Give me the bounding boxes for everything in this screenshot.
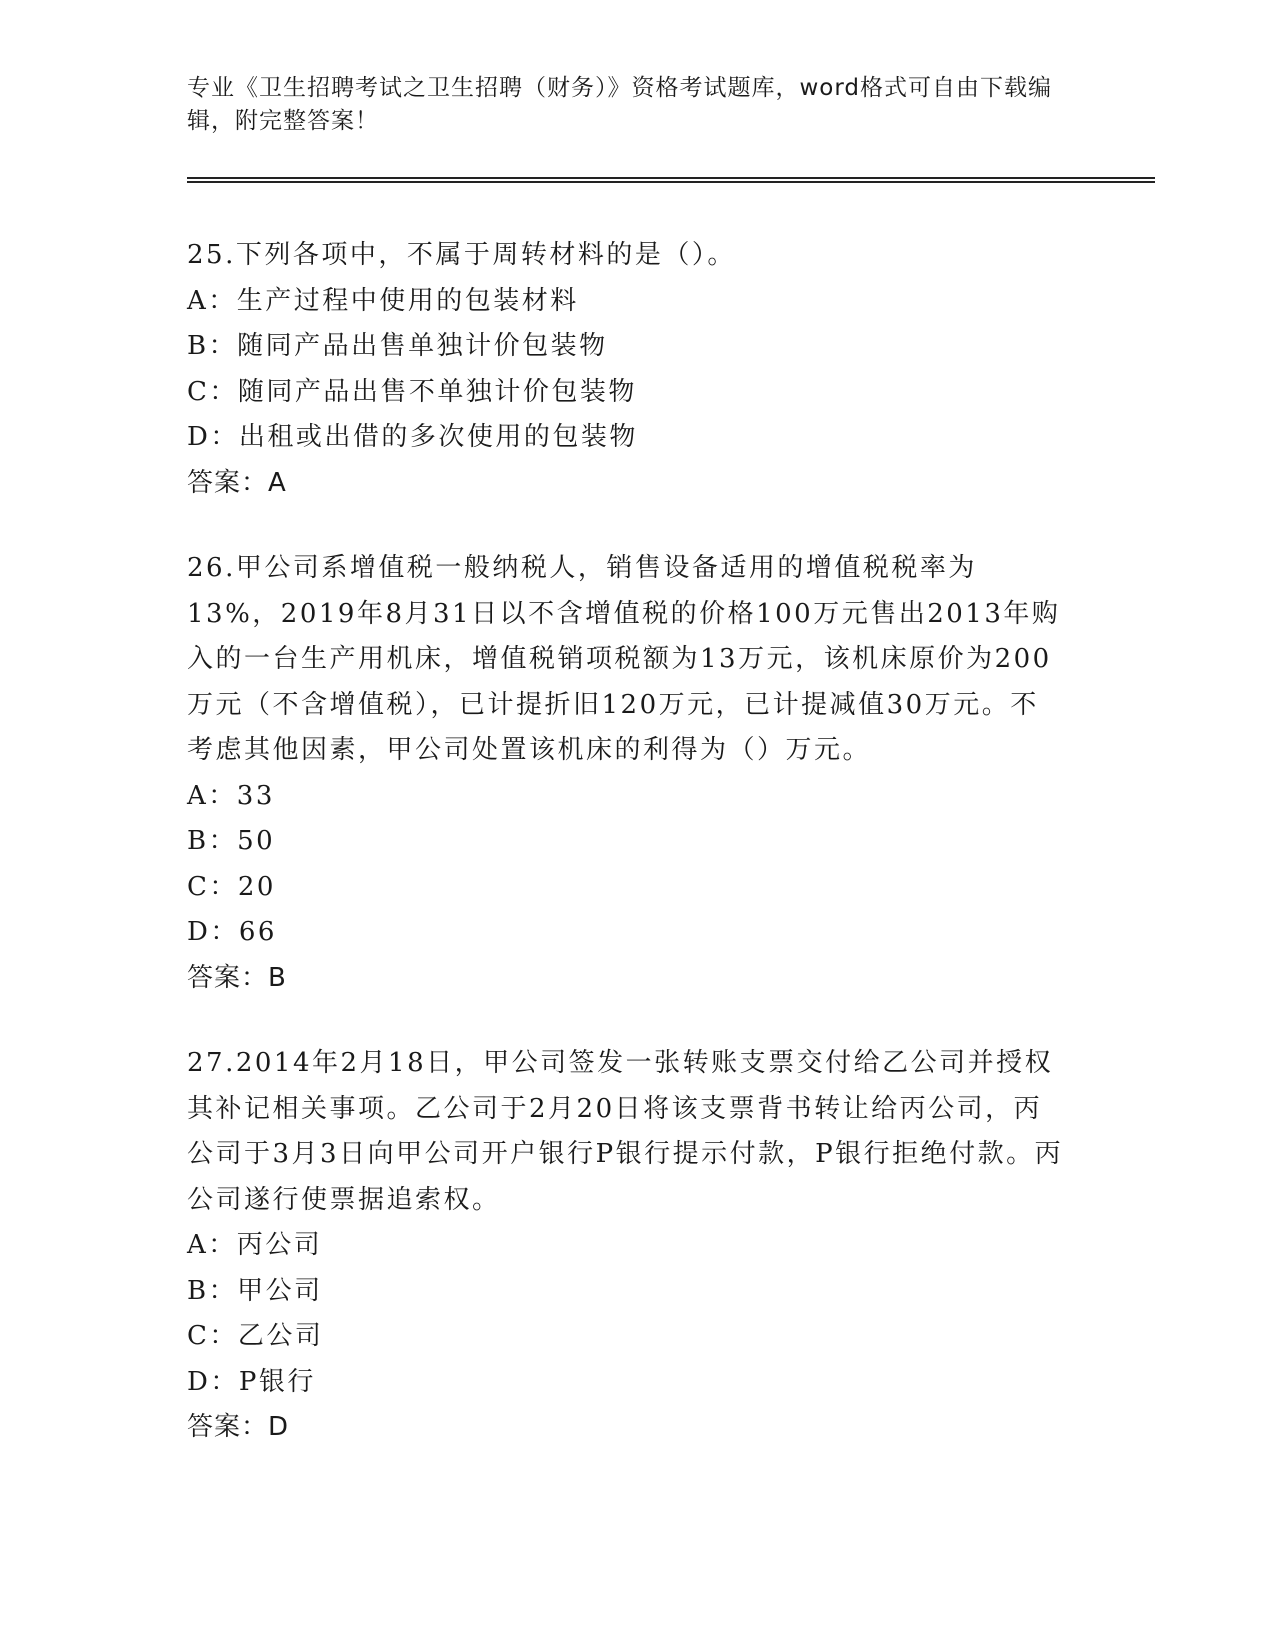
option-d: D：66 [187,917,277,947]
document-header: 专业《卫生招聘考试之卫生招聘（财务）》资格考试题库，word格式可自由下载编辑，附完整答案！ [187,75,1053,134]
option-b: B：甲公司 [187,1275,323,1306]
question-stem: 25.下列各项中，不属于周转材料的是（）。 [187,240,736,270]
option-a: A：生产过程中使用的包装材料 [187,285,579,316]
option-a: A：33 [187,780,275,811]
answer-label: 答案：D [187,1412,290,1442]
option-a: A：丙公司 [187,1230,323,1260]
answer-label: 答案：B [187,962,287,993]
question-26 [187,546,1067,1001]
question-25 [187,233,1067,506]
option-b: B：50 [187,826,276,856]
answer-label: 答案：A [187,467,287,498]
question-stem: 26.甲公司系增值税一般纳税人，销售设备适用的增值税税率为13%，2019年8月31日以不含增值税的价格100万元售出2013年购入的一台生产用机床，增值税销项税额为13万元，该机床原价为200万元（不含增值税），已计提折旧120万元，已计提减值30万元。不考虑其他因素，甲公司处置该机床的利得为（）万元。 [187,553,1061,765]
option-c: C：20 [187,871,276,902]
question-list [187,233,1067,1491]
question-stem: 27.2014年2月18日，甲公司签发一张转账支票交付给乙公司并授权其补记相关事项。乙公司于2月20日将该支票背书转让给丙公司，丙公司于3月3日向甲公司开户银行P银行提示付款，P银行拒绝付款。丙公司遂行使票据追索权。 [187,1048,1064,1215]
option-c: C：随同产品出售不单独计价包装物 [187,376,637,407]
option-d: D：P银行 [187,1366,316,1397]
question-27 [187,1041,1067,1451]
header-divider [187,177,1155,183]
option-b: B：随同产品出售单独计价包装物 [187,331,608,361]
option-c: C：乙公司 [187,1321,324,1351]
option-d: D：出租或出借的多次使用的包装物 [187,422,638,452]
